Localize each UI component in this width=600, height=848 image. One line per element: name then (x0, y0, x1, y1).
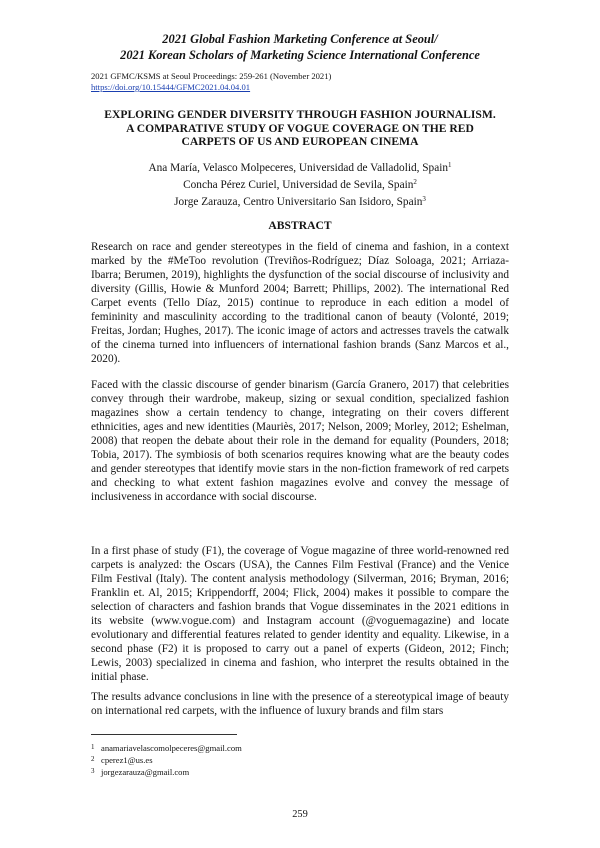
paper-title (70, 108, 530, 149)
author-3-text: Jorge Zarauza, Centro Universitario San Isidoro, Spain (174, 195, 423, 208)
author-2 (60, 177, 540, 194)
abstract-paragraph-3: In a first phase of study (F1), the coverage of Vogue magazine of three world-renowned red carpets is analyzed: the Oscars (USA), the Cannes Film Festival (France) and the Venice Film Festival (Italy). The content analysis methodology (Silverman, 2016; Bryman, 2016; Franklin et. Al, 2015; Krippendorff, 2004; Flick, 2004) makes it possible to compare the selection of characters and fashion brands that Vogue disseminates in the 2021 editions in its website (www.vogue.com) and Instagram account (@voguemagazine) and locate evolutionary and differential features related to gender identity and equality. Likewise, in a second phase (F2) it is proposed to carry out a panel of experts (Gideon, 2012; Finch; Lewis, 2003) specialized in cinema and fashion, who interpret the results obtained in the initial phase. (91, 545, 509, 684)
author-3 (60, 194, 540, 211)
footnote-divider (91, 734, 237, 735)
title-line-3: CARPETS OF US AND EUROPEAN CINEMA (181, 135, 419, 149)
footnote-3 (91, 766, 242, 778)
author-1 (60, 160, 540, 177)
conference-line-1: 2021 Global Fashion Marketing Conference at Seoul/ (162, 32, 438, 46)
footnote-3-mark: 3 (91, 767, 95, 775)
author-2-footnote-mark: 2 (413, 177, 417, 186)
conference-header (40, 31, 560, 63)
author-1-text: Ana María, Velasco Molpeceres, Universidad de Valladolid, Spain (148, 162, 448, 174)
footnote-2 (91, 754, 242, 766)
title-line-1: EXPLORING GENDER DIVERSITY THROUGH FASHION JOURNALISM. (104, 108, 496, 121)
page-number: 259 (292, 809, 308, 820)
author-1-footnote-mark: 1 (448, 161, 452, 169)
footnote-1-mark: 1 (91, 743, 95, 751)
footnote-3-email: jorgezarauza@gmail.com (101, 767, 190, 777)
doi-link[interactable]: https://doi.org/10.15444/GFMC2021.04.04.01 (91, 82, 251, 92)
author-3-footnote-mark: 3 (422, 194, 426, 203)
proceedings-info (91, 71, 331, 93)
author-list (60, 160, 540, 210)
footnote-1 (91, 742, 242, 754)
abstract-paragraph-4: The results advance conclusions in line with the presence of a stereotypical image of beauty on international red carpets, with the influence of luxury brands and film stars (91, 691, 509, 718)
footnote-2-mark: 2 (91, 755, 95, 763)
footnote-2-email: cperez1@us.es (101, 755, 153, 765)
conference-line-2: 2021 Korean Scholars of Marketing Science International Conference (120, 48, 480, 62)
title-line-2: A COMPARATIVE STUDY OF VOGUE COVERAGE ON THE RED (126, 121, 474, 135)
abstract-paragraph-1: Research on race and gender stereotypes in the field of cinema and fashion, in a context marked by the #MeToo revolution (Treviños-Rodríguez; Díaz Soloaga, 2021; Arriaza-Ibarra; Berumen, 2019), highlights the dysfunction of the social discourse of inclusivity and diversity (Gillis, Howie & Munford 2004; Barrett; Phillips, 2002). The international Red Carpet events (Tello Díaz, 2015) continue to reproduce in each edition a model of femininity and masculinity according to the traditional canon of beauty (Volonté, 2019; Freitas, Jordan; Hughes, 2017). The iconic image of actors and actresses travels the catwalk of the cinema turned into influencers of international fashion brands (Sanz Marcos et al., 2020). (91, 241, 509, 366)
footnotes (91, 742, 242, 778)
abstract-paragraph-2: Faced with the classic discourse of gender binarism (García Granero, 2017) that celebrities convey through their wardrobe, makeup, sizing or sexual condition, specialized fashion magazines show a certain tendency to change, integrating on their covers different ethnicities, ages and new identities (Mauriès, 2017; Nelson, 2009; Morley, 2012; Eshelman, 2008) that reopen the debate about their role in the demand for equality (Pounders, 2018; Tobia, 2017). The symbiosis of both scenarios requires knowing what are the beauty codes and gender stereotypes that identify movie stars in the non-fiction framework of red carpets and checking to what extent fashion magazines evolve and convey the message of inclusiveness in accordance with social discourse. (91, 379, 509, 504)
proceedings-citation: 2021 GFMC/KSMS at Seoul Proceedings: 259-261 (November 2021) (91, 71, 332, 81)
abstract-heading: ABSTRACT (268, 219, 332, 232)
author-2-text: Concha Pérez Curiel, Universidad de Sevila, Spain (183, 178, 414, 191)
footnote-1-email: anamariavelascomolpeceres@gmail.com (101, 743, 242, 753)
